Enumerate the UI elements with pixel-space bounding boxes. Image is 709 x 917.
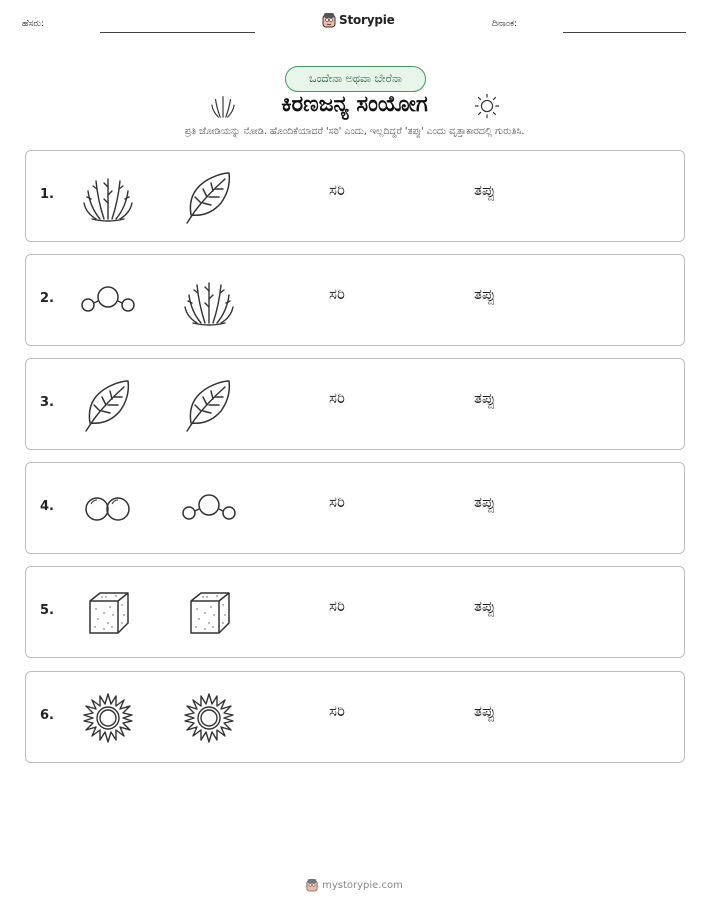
question-card [25, 254, 685, 346]
question-number: 3. [40, 395, 54, 410]
option-false[interactable]: ತಪ್ಪು [474, 181, 496, 199]
sun-icon [181, 690, 237, 746]
leaf-icon [80, 377, 136, 433]
title-row [0, 90, 709, 124]
question-number: 4. [40, 499, 54, 514]
molecule-icon [181, 481, 237, 537]
name-line [100, 32, 255, 33]
option-false[interactable]: ತಪ್ಪು [474, 493, 496, 511]
worksheet-header [0, 0, 709, 50]
option-true[interactable]: ಸರಿ [329, 181, 345, 199]
plant-icon [80, 169, 136, 225]
date-label: ದಿನಾಂಕ: [492, 19, 518, 29]
option-false[interactable]: ತಪ್ಪು [474, 285, 496, 303]
question-card [25, 671, 685, 763]
plant-icon [181, 273, 237, 329]
footer [0, 878, 709, 892]
question-card [25, 462, 685, 554]
activity-type-badge: ಒಂದೇನಾ ಅಥವಾ ಬೇರೆನಾ [285, 66, 426, 92]
storypie-mascot-icon [322, 12, 336, 28]
option-true[interactable]: ಸರಿ [329, 597, 345, 615]
date-line [563, 32, 686, 33]
page-title: ಕಿರಣಜನ್ಯ ಸಂಯೋಗ [281, 92, 428, 117]
option-true[interactable]: ಸರಿ [329, 285, 345, 303]
option-true[interactable]: ಸರಿ [329, 702, 345, 720]
leaf-icon [181, 169, 237, 225]
bubbles-icon [80, 481, 136, 537]
option-true[interactable]: ಸರಿ [329, 493, 345, 511]
storypie-mascot-icon [306, 878, 318, 892]
leaf-icon [181, 377, 237, 433]
brand-name: Storypie [339, 13, 395, 27]
footer-url: mystorypie.com [322, 879, 403, 891]
question-card [25, 566, 685, 658]
option-false[interactable]: ತಪ್ಪು [474, 702, 496, 720]
option-true[interactable]: ಸರಿ [329, 389, 345, 407]
option-false[interactable]: ತಪ್ಪು [474, 389, 496, 407]
molecule-icon [80, 273, 136, 329]
question-card [25, 150, 685, 242]
question-number: 5. [40, 603, 54, 618]
cube-icon [181, 585, 237, 641]
instructions-text: ಪ್ರತಿ ಜೋಡಿಯನ್ನು ನೋಡಿ. ಹೊಂದಿಕೆಯಾದರೆ 'ಸರಿ' ಎಂದು, ಇಲ್ಲದಿದ್ದರೆ 'ತಪ್ಪು' ಎಂದು ವೃತ್ತಾಕಾರದಲ್ಲಿ ಗುರುತಿಸಿ. [184, 126, 525, 137]
name-label: ಹೆಸರು: [22, 19, 45, 29]
brand-logo [322, 12, 395, 28]
question-number: 6. [40, 708, 54, 723]
cube-icon [80, 585, 136, 641]
question-card [25, 358, 685, 450]
sun-icon [474, 92, 500, 120]
sun-icon [80, 690, 136, 746]
question-number: 1. [40, 187, 54, 202]
option-false[interactable]: ತಪ್ಪು [474, 597, 496, 615]
question-number: 2. [40, 291, 54, 306]
